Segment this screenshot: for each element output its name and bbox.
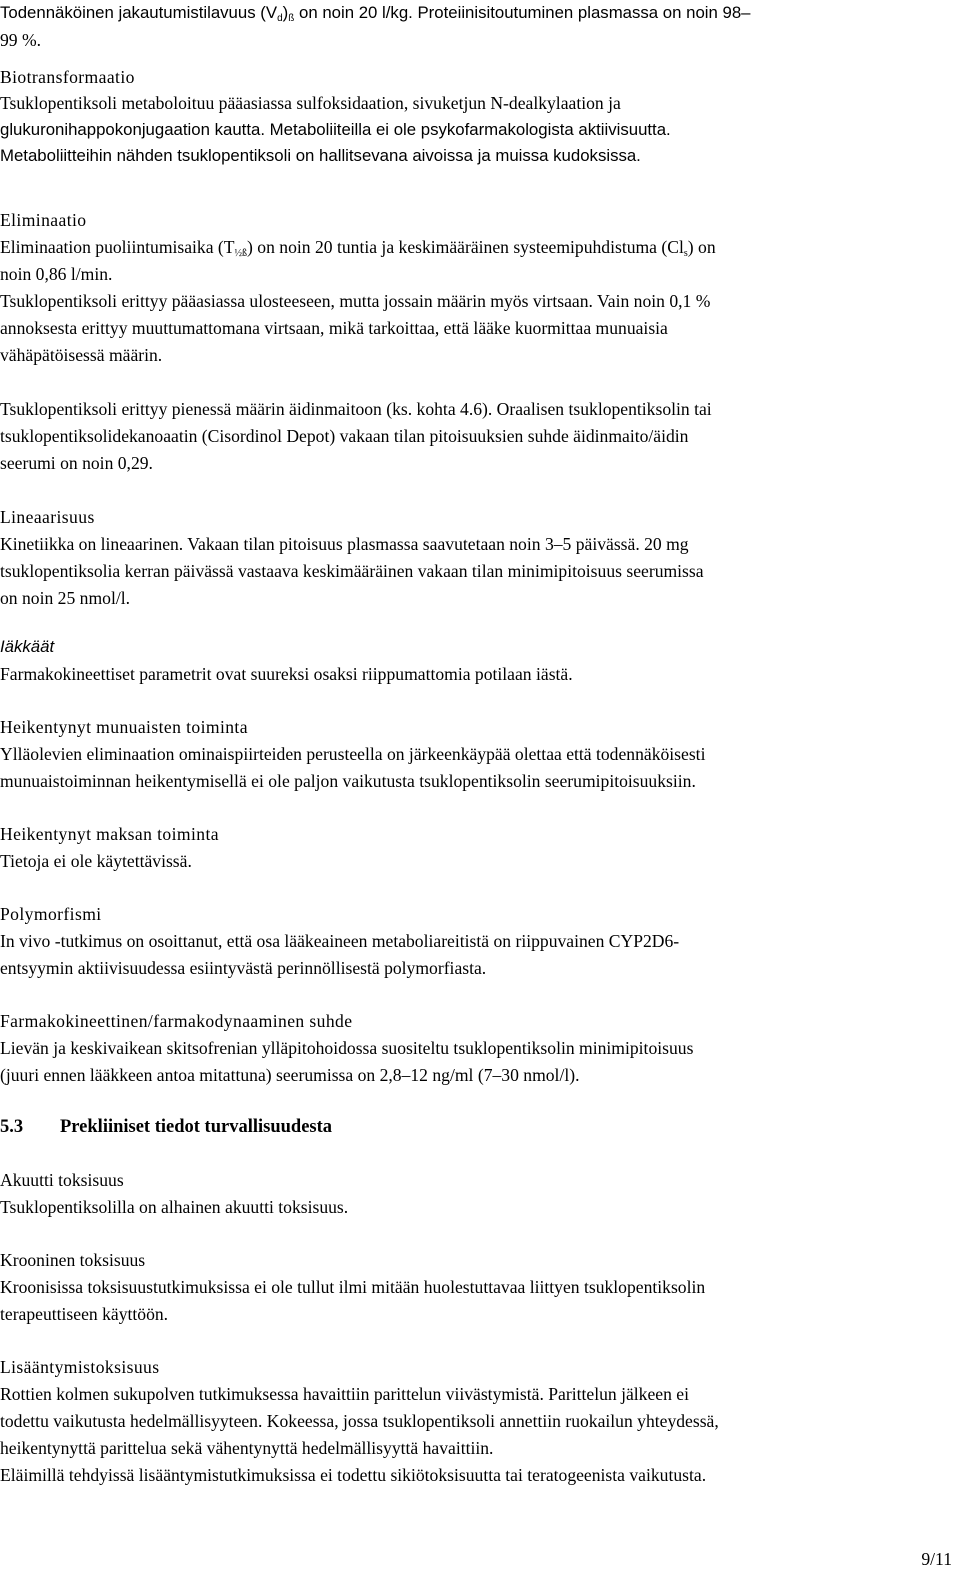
reproductive-toxicity-line: todettu vaikutusta hedelmällisyyteen. Kokeessa, jossa tsuklopentiksoli annettiin ruokailun yhteydessä, (0, 1411, 719, 1431)
linearity-line: Kinetiikka on lineaarinen. Vakaan tilan pitoisuus plasmassa saavutetaan noin 3–5 päivässä. 20 mg (0, 534, 689, 554)
page-number: 9/11 (921, 1549, 952, 1569)
acute-toxicity-heading: Akuutti toksisuus (0, 1170, 124, 1190)
elimination-line: Tsuklopentiksoli erittyy pienessä määrin äidinmaitoon (ks. kohta 4.6). Oraalisen tsuklopentiksolin tai (0, 399, 712, 419)
chronic-toxicity-line: Kroonisissa toksisuustutkimuksissa ei ole tullut ilmi mitään huolestuttavaa liittyen tsuklopentiksolin (0, 1277, 706, 1297)
reproductive-toxicity-heading: Lisääntymistoksisuus (0, 1357, 160, 1377)
elimination-line: Tsuklopentiksoli erittyy pääasiassa ulosteeseen, mutta jossain määrin myös virtsaan. Vain noin 0,1 % (0, 291, 711, 311)
hepatic-line: Tietoja ei ole käytettävissä. (0, 851, 192, 871)
section-heading (0, 1114, 332, 1141)
elimination-line: Eliminaation puoliintumisaika $(T_{\frac{1}{2}ß})$ on noin 20 tuntia ja keskimääräinen systeemipuhdistuma $(Cl_s)$ on (0, 237, 716, 259)
elderly-line: Farmakokineettiset parametrit ovat suureksi osaksi riippumattomia potilaan iästä. (0, 664, 573, 684)
pkpd-heading: Farmakokineettinen/farmakodynaaminen suhde (0, 1011, 353, 1031)
pkpd-line: Lievän ja keskivaikean skitsofrenian ylläpitohoidossa suositeltu tsuklopentiksolin minimipitoisuus (0, 1038, 694, 1058)
section-title: Prekliiniset tiedot turvallisuudesta (60, 1117, 333, 1137)
linearity-heading: Lineaarisuus (0, 507, 95, 527)
elimination-line: vähäpätöisessä määrin. (0, 345, 163, 365)
polymorphism-line: In vivo -tutkimus on osoittanut, että osa lääkeaineen metaboliareitistä on riippuvainen CYP2D6- (0, 931, 680, 951)
elimination-heading: Eliminaatio (0, 210, 87, 230)
chronic-toxicity-line: terapeuttiseen käyttöön. (0, 1304, 169, 1324)
renal-line: munuaistoiminnan heikentymisellä ei ole paljon vaikutusta tsuklopentiksolin seerumipitoisuuksiin. (0, 771, 696, 791)
elimination-line: seerumi on noin 0,29. (0, 453, 153, 473)
reproductive-toxicity-line: Eläimillä tehdyissä lisääntymistutkimuksissa ei todettu sikiötoksisuutta tai teratogeenista vaikutusta. (0, 1465, 707, 1485)
elimination-line: tsuklopentiksolidekanoaatin (Cisordinol Depot) vakaan tilan pitoisuuksien suhde äidinmaito/äidin (0, 426, 689, 446)
biotransformation-line: Tsuklopentiksoli metaboloituu pääasiassa sulfoksidaation, sivuketjun N-dealkylaation ja (0, 93, 621, 113)
hepatic-heading: Heikentynyt maksan toiminta (0, 824, 219, 844)
distribution-line-1: Todennäköinen jakautumistilavuus $(V_d)_ß$ on noin 20 l/kg. Proteiinisitoutuminen plasmassa on noin 98– (0, 3, 751, 24)
biotransformation-line: glukuronihappokonjugaation kautta. Metaboliiteilla ei ole psykofarmakologista aktiivisuutta. (0, 120, 671, 139)
elimination-line: annoksesta erittyy muuttumattomana virtsaan, mikä tarkoittaa, että lääke kuormittaa munuaisia (0, 318, 668, 338)
pkpd-line: (juuri ennen lääkkeen antoa mitattuna) seerumissa on 2,8–12 ng/ml (7–30 nmol/l). (0, 1065, 580, 1085)
reproductive-toxicity-line: Rottien kolmen sukupolven tutkimuksessa havaittiin parittelun viivästymistä. Parittelun jälkeen ei (0, 1384, 689, 1404)
linearity-line: on noin 25 nmol/l. (0, 588, 131, 608)
acute-toxicity-line: Tsuklopentiksolilla on alhainen akuutti toksisuus. (0, 1197, 349, 1217)
reproductive-toxicity-line: heikentynyttä parittelua sekä vähentynyttä hedelmällisyyttä havaittiin. (0, 1438, 494, 1458)
polymorphism-heading: Polymorfismi (0, 904, 102, 924)
section-number: 5.3 (0, 1117, 24, 1137)
elimination-line: noin 0,86 l/min. (0, 264, 113, 284)
elderly-heading: Iäkkäät (0, 637, 55, 656)
distribution-line-2: 99 %. (0, 30, 42, 50)
renal-line: Ylläolevien eliminaation ominaispiirteiden perusteella on järkeenkäypää olettaa että todennäköisesti (0, 744, 706, 764)
renal-heading: Heikentynyt munuaisten toiminta (0, 717, 248, 737)
biotransformation-line: Metaboliitteihin nähden tsuklopentiksoli on hallitsevana aivoissa ja muissa kudoksissa. (0, 146, 641, 165)
biotransformation-heading: Biotransformaatio (0, 67, 135, 87)
polymorphism-line: entsyymin aktiivisuudessa esiintyvästä perinnöllisestä polymorfiasta. (0, 958, 487, 978)
linearity-line: tsuklopentiksolia kerran päivässä vastaava keskimääräinen vakaan tilan minimipitoisuus seerumissa (0, 561, 704, 581)
chronic-toxicity-heading: Krooninen toksisuus (0, 1250, 146, 1270)
